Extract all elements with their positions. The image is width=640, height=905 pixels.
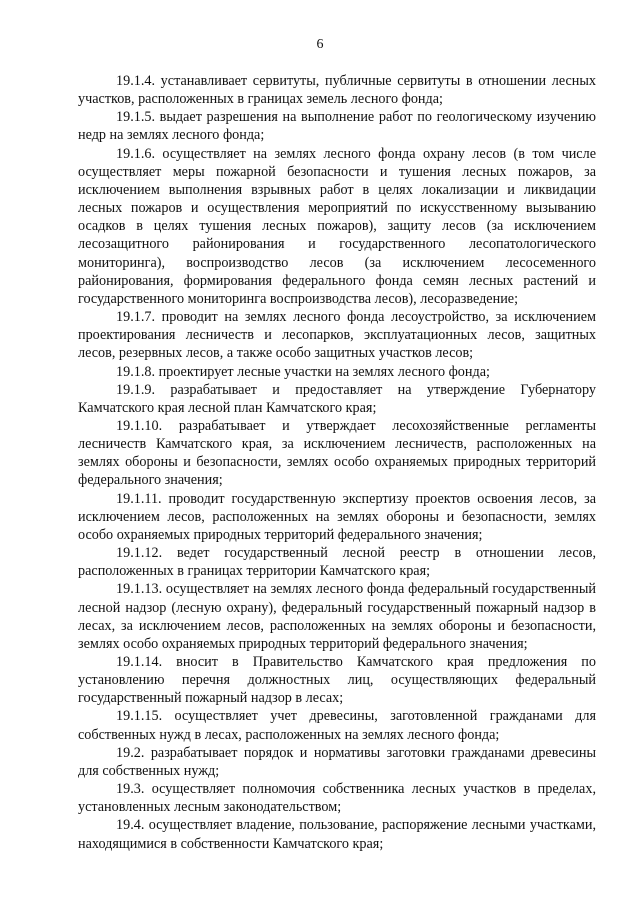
paragraph-19-1-4: 19.1.4. устанавливает сервитуты, публичные сервитуты в отношении лесных участков, расположенных в границах земель лесного фонда;	[78, 73, 596, 108]
paragraph-19-2: 19.2. разрабатывает порядок и нормативы заготовки гражданами древесины для собственных нужд;	[78, 744, 596, 779]
paragraph-19-4: 19.4. осуществляет владение, пользование, распоряжение лесными участками, находящимися в собственности Камчатского края;	[78, 817, 596, 852]
paragraph-19-1-14: 19.1.14. вносит в Правительство Камчатского края предложения по установлению перечня должностных лиц, осуществляющих федеральный государственный пожарный надзор в лесах;	[78, 654, 596, 707]
paragraph-19-1-13: 19.1.13. осуществляет на землях лесного фонда федеральный государственный лесной надзор (лесную охрану), федеральный государственный пожарный надзор в лесах, за исключением лесов, расположенных на землях обороны и безопасности, землях особо охраняемых природных территорий федерального значения;	[78, 581, 596, 652]
paragraph-19-1-11: 19.1.11. проводит государственную экспертизу проектов освоения лесов, за исключением лесов, расположенных на землях обороны и безопасности, землях особо охраняемых природных территорий федерального значения;	[78, 490, 596, 543]
paragraph-19-1-6: 19.1.6. осуществляет на землях лесного фонда охрану лесов (в том числе осуществляет меры пожарной безопасности и тушения лесных пожаров, за исключением выполнения взрывных работ в целях локализации и ликвидации лесных пожаров и осуществления мероприятий по искусственному вызыванию осадков в целях тушения лесных пожаров), защиту лесов (за исключением лесозащитного районирования и государственного лесопатологического мониторинга), воспроизводство лесов (за исключением лесосеменного районирования, формирования федерального фонда семян лесных растений и государственного мониторинга воспроизводства лесов), лесоразведение;	[78, 145, 596, 307]
paragraph-19-1-5: 19.1.5. выдает разрешения на выполнение работ по геологическому изучению недр на землях лесного фонда;	[78, 109, 596, 144]
paragraph-19-1-10: 19.1.10. разрабатывает и утверждает лесохозяйственные регламенты лесничеств Камчатского края, за исключением лесничеств, расположенных на землях обороны и безопасности, землях особо охраняемых природных территорий федерального значения;	[78, 417, 596, 489]
paragraph-19-3: 19.3. осуществляет полномочия собственника лесных участков в пределах, установленных лесным законодательством;	[78, 781, 596, 816]
paragraph-19-1-7: 19.1.7. проводит на землях лесного фонда лесоустройство, за исключением проектирования лесничеств и лесопарков, эксплуатационных лесов, защитных лесов, резервных лесов, а также особо защитных участков лесов;	[78, 309, 596, 362]
paragraph-19-1-12: 19.1.12. ведет государственный лесной реестр в отношении лесов, расположенных в границах территории Камчатского края;	[78, 545, 596, 580]
page-number: 6	[316, 37, 324, 52]
document-body	[78, 72, 596, 853]
paragraph-19-1-8: 19.1.8. проектирует лесные участки на землях лесного фонда;	[116, 363, 490, 380]
paragraph-19-1-15: 19.1.15. осуществляет учет древесины, заготовленной гражданами для собственных нужд в лесах, расположенных на землях лесного фонда;	[78, 708, 596, 743]
paragraph-19-1-9: 19.1.9. разрабатывает и предоставляет на утверждение Губернатору Камчатского края лесной план Камчатского края;	[78, 381, 596, 416]
